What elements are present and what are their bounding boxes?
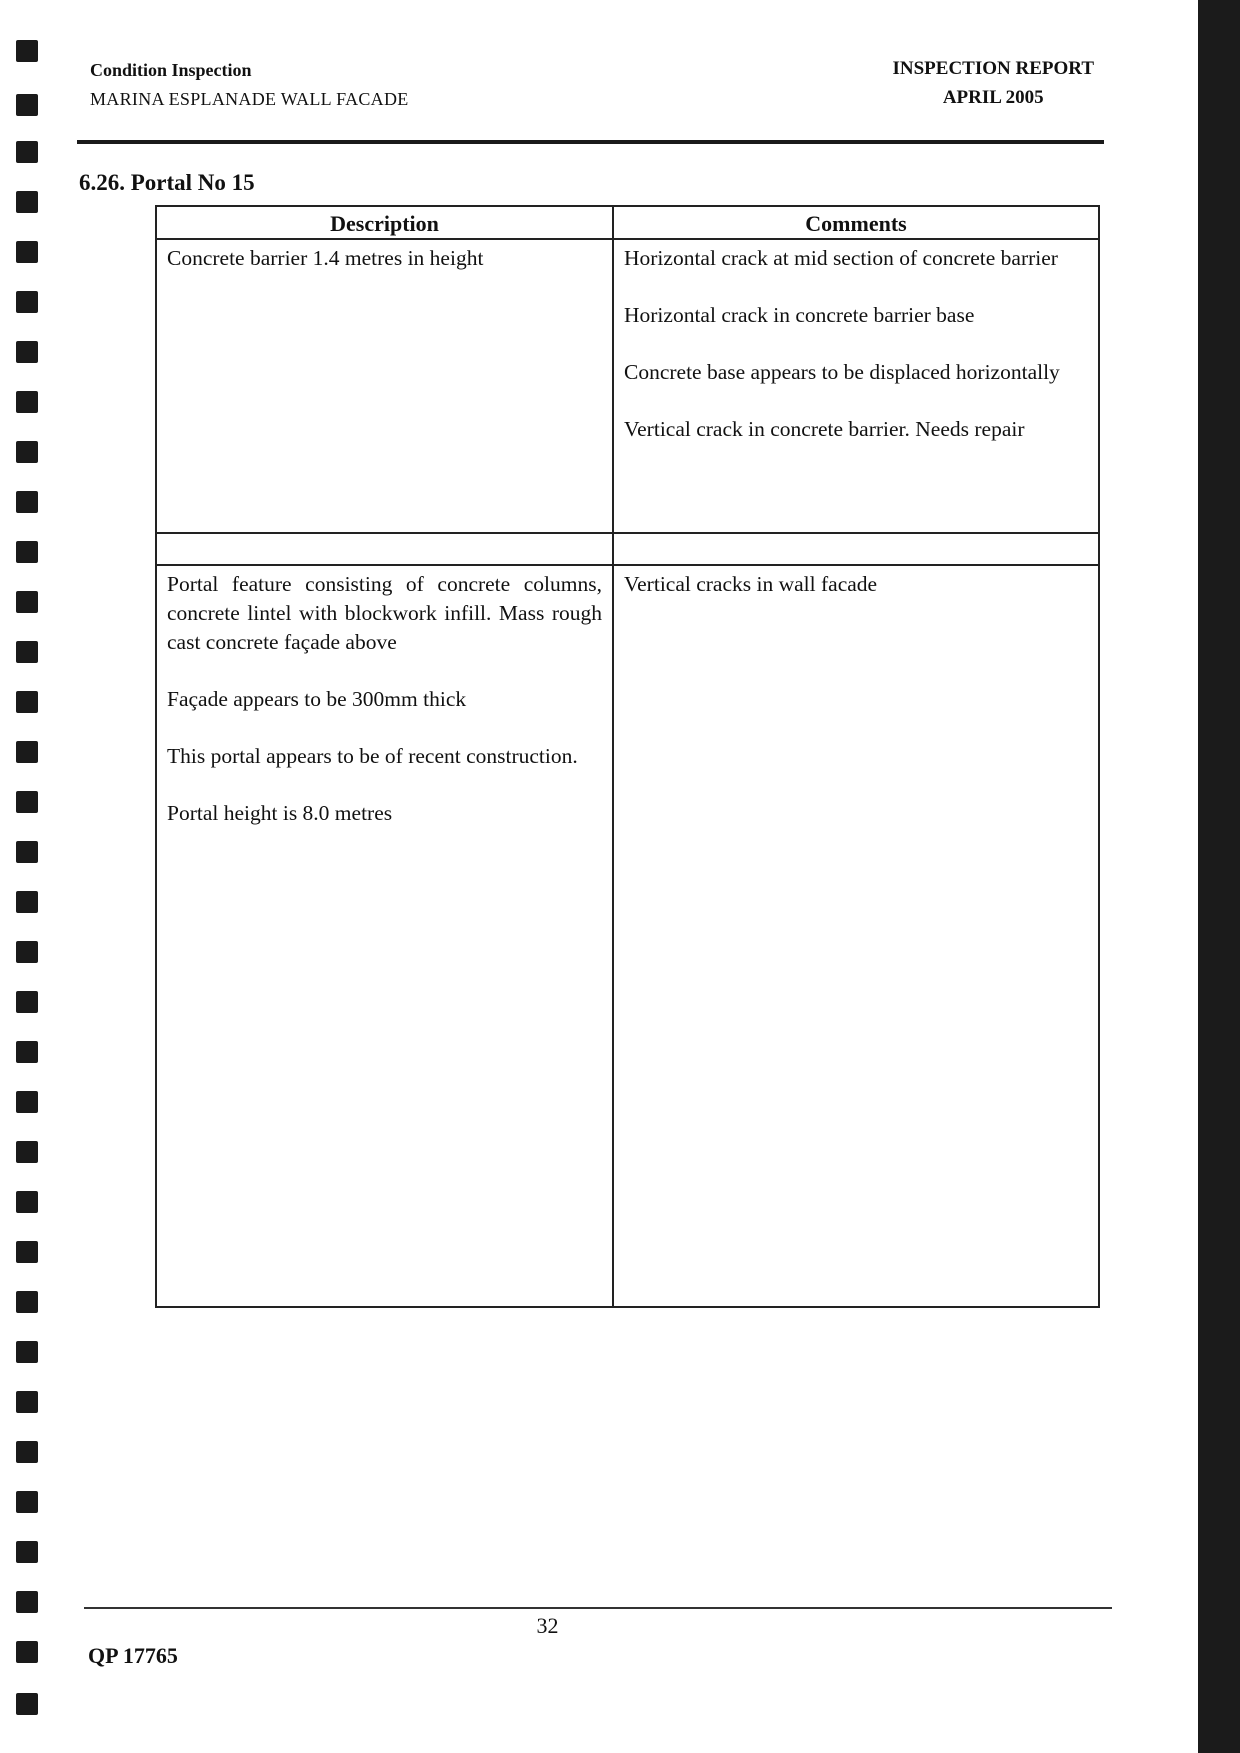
description-text: Concrete barrier 1.4 metres in height (167, 246, 484, 270)
comments-cell (613, 533, 1099, 565)
binding-hole (16, 591, 38, 613)
binding-hole (16, 1141, 38, 1163)
header-document-type: Condition Inspection (90, 60, 252, 80)
table-header-row (156, 206, 1099, 239)
binding-hole (16, 441, 38, 463)
document-reference: QP 17765 (88, 1643, 178, 1668)
binding-hole (16, 1041, 38, 1063)
binding-hole (16, 491, 38, 513)
comments-cell (613, 239, 1099, 533)
binding-hole (16, 40, 38, 62)
table-row (156, 565, 1099, 1307)
binding-hole (16, 991, 38, 1013)
header-left (90, 56, 409, 114)
binding-hole (16, 891, 38, 913)
binding-hole (16, 1693, 38, 1715)
header-right (892, 54, 1094, 112)
header-rule (77, 140, 1104, 144)
inspection-table (155, 205, 1100, 1308)
description-text: This portal appears to be of recent construction. (167, 744, 578, 768)
binding-hole (16, 94, 38, 116)
binding-hole (16, 141, 38, 163)
column-header-description: Description (156, 206, 613, 239)
page-number: 32 (536, 1613, 559, 1638)
binding-hole (16, 1291, 38, 1313)
description-cell (156, 565, 613, 1307)
binding-hole (16, 1591, 38, 1613)
scan-edge (1198, 0, 1240, 1753)
binding-hole (16, 1441, 38, 1463)
binding-hole (16, 1091, 38, 1113)
binding-hole (16, 1491, 38, 1513)
description-cell (156, 533, 613, 565)
comment-text: Concrete base appears to be displaced horizontally (624, 360, 1060, 384)
binding-hole (16, 941, 38, 963)
binding-hole (16, 841, 38, 863)
binding-hole (16, 791, 38, 813)
binding-hole (16, 741, 38, 763)
binding-hole (16, 1641, 38, 1663)
binding-hole (16, 1391, 38, 1413)
description-text: Portal height is 8.0 metres (167, 801, 393, 825)
table-row-empty (156, 533, 1099, 565)
binding-hole (16, 1541, 38, 1563)
binding-hole (16, 341, 38, 363)
header-report-date: APRIL 2005 (942, 87, 1044, 108)
header-project-name: MARINA ESPLANADE WALL FACADE (90, 89, 409, 109)
binding-hole (16, 241, 38, 263)
table-row (156, 239, 1099, 533)
binding-hole (16, 1241, 38, 1263)
header-report-title: INSPECTION REPORT (892, 58, 1094, 79)
footer-rule (84, 1607, 1112, 1609)
description-text: Portal feature consisting of concrete columns, concrete lintel with blockwork infill. Mass rough cast concrete façade above (167, 572, 602, 654)
binding-hole (16, 641, 38, 663)
section-title: 6.26. Portal No 15 (79, 170, 255, 195)
description-text: Façade appears to be 300mm thick (167, 687, 467, 711)
binding-hole (16, 391, 38, 413)
binding-holes (14, 0, 44, 1753)
binding-hole (16, 1191, 38, 1213)
comment-text: Horizontal crack in concrete barrier base (624, 303, 975, 327)
comment-text: Vertical cracks in wall facade (624, 572, 878, 596)
binding-hole (16, 191, 38, 213)
binding-hole (16, 291, 38, 313)
comment-text: Horizontal crack at mid section of concrete barrier (624, 246, 1058, 270)
comment-text: Vertical crack in concrete barrier. Needs repair (624, 417, 1025, 441)
comments-cell (613, 565, 1099, 1307)
column-header-comments: Comments (613, 206, 1099, 239)
binding-hole (16, 691, 38, 713)
description-cell (156, 239, 613, 533)
binding-hole (16, 541, 38, 563)
binding-hole (16, 1341, 38, 1363)
